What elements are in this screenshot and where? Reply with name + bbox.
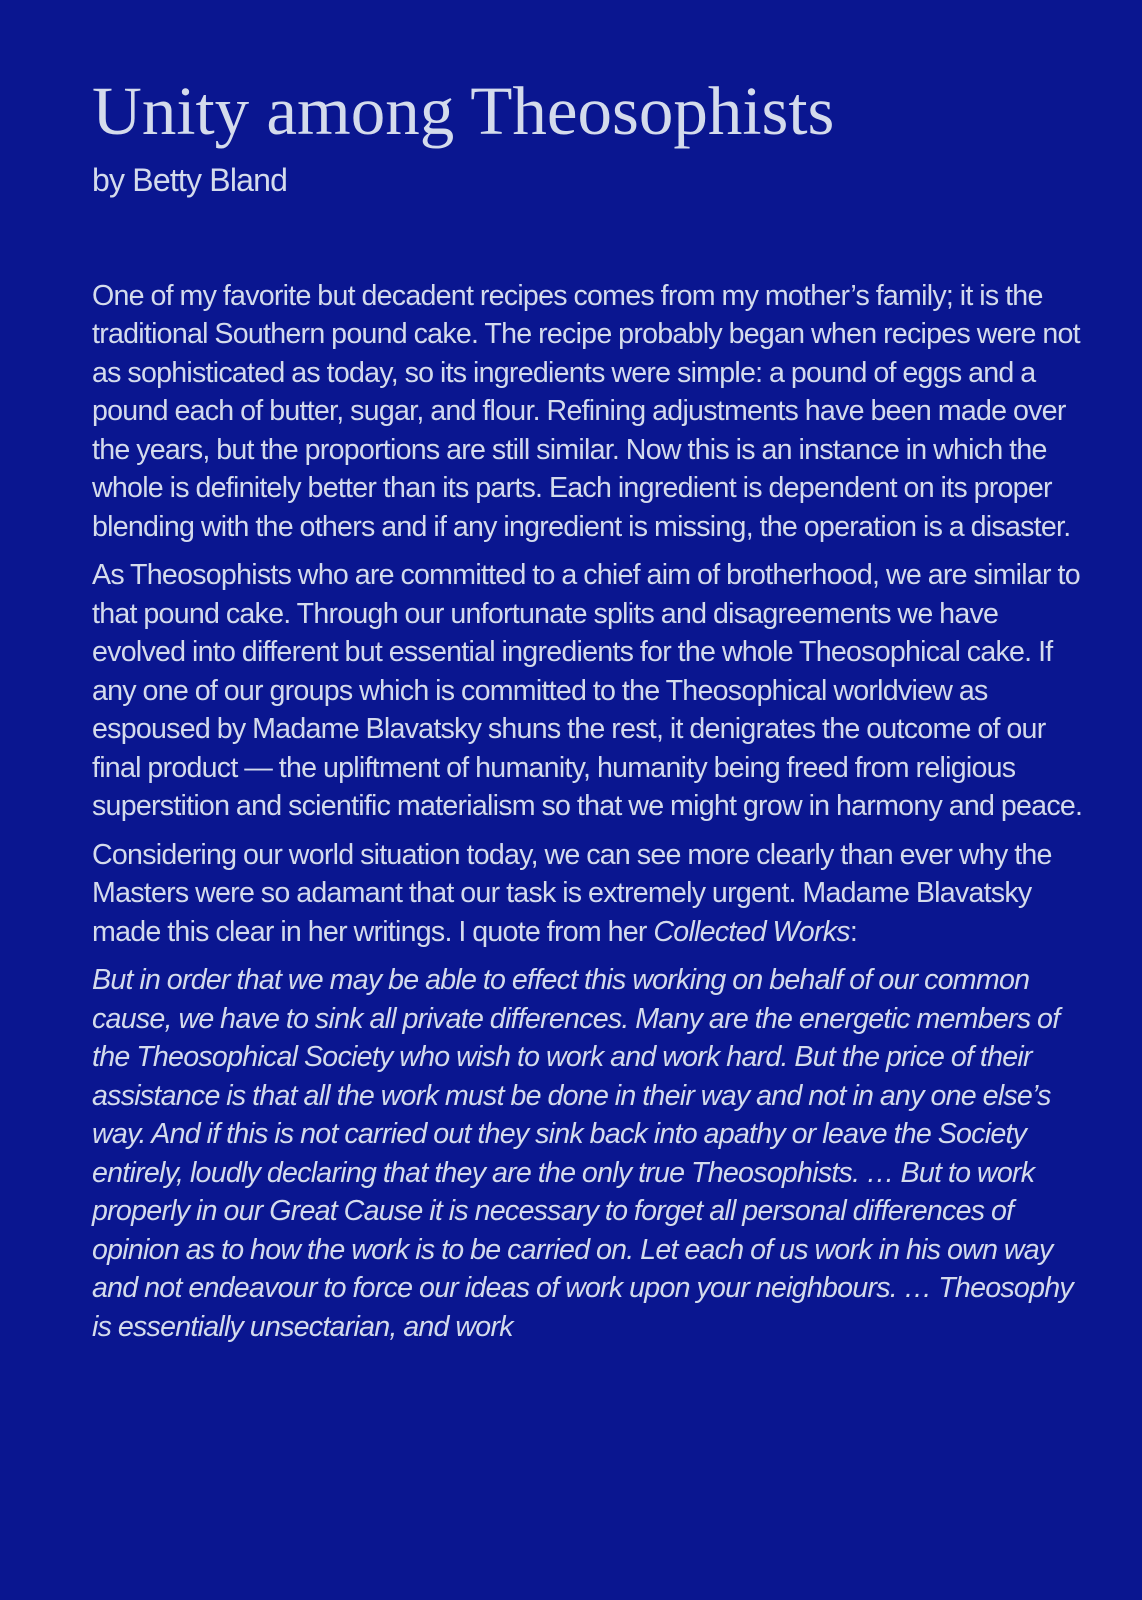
paragraph-1: One of my favorite but decadent recipes comes from my mother’s family; it is the traditional Southern pound cake. The recipe probably began when recipes were not as sophisticated as today, so its ingredients were simple: a pound of eggs and a pound each of butter, sugar, and flour. Refining adjustments have been made over the years, but the proportions are still similar. Now this is an instance in which the whole is definitely better than its parts. Each ingredient is dependent on its proper blending with the others and if any ingredient is missing, the operation is a disaster.: [92, 279, 1080, 543]
paragraph-3-colon: :: [849, 915, 858, 948]
paragraph-2: As Theosophists who are committed to a chief aim of brotherhood, we are similar to that pound cake. Through our unfortunate splits and disagreements we have evolved into different but essential ingredients for the whole Theosophical cake. If any one of our groups which is committed to the Theosophical worldview as espoused by Madame Blavatsky shuns the rest, it denigrates the outcome of our final product — the upliftment of humanity, humanity being freed from religious superstition and scientific materialism so that we might grow in harmony and peace.: [92, 559, 1083, 823]
paragraph-3-text: Considering our world situation today, we can see more clearly than ever why the Masters were so adamant that our task is extremely urgent. Madame Blavatsky made this clear in her writings. I quote from her: [92, 838, 1052, 948]
article-body: [92, 277, 1092, 1347]
article: [92, 72, 1092, 1356]
article-byline: by Betty Bland: [92, 162, 288, 199]
paragraph-3: [92, 836, 1092, 952]
collected-works-title: Collected Works: [653, 915, 850, 948]
article-title: Unity among Theosophists: [92, 73, 835, 149]
blavatsky-quote: But in order that we may be able to effect this working on behalf of our common cause, we have to sink all private differences. Many are the energetic members of the Theosophical Society who wish to work and work hard. But the price of their assistance is that all the work must be done in their way and not in any one else’s way. And if this is not carried out they sink back into apathy or leave the Society entirely, loudly declaring that they are the only true Theosophists. … But to work properly in our Great Cause it is necessary to forget all personal differences of opinion as to how the work is to be carried on. Let each of us work in his own way and not endeavour to force our ideas of work upon your neighbours. … Theosophy is essentially unsectarian, and work: [92, 964, 1073, 1343]
